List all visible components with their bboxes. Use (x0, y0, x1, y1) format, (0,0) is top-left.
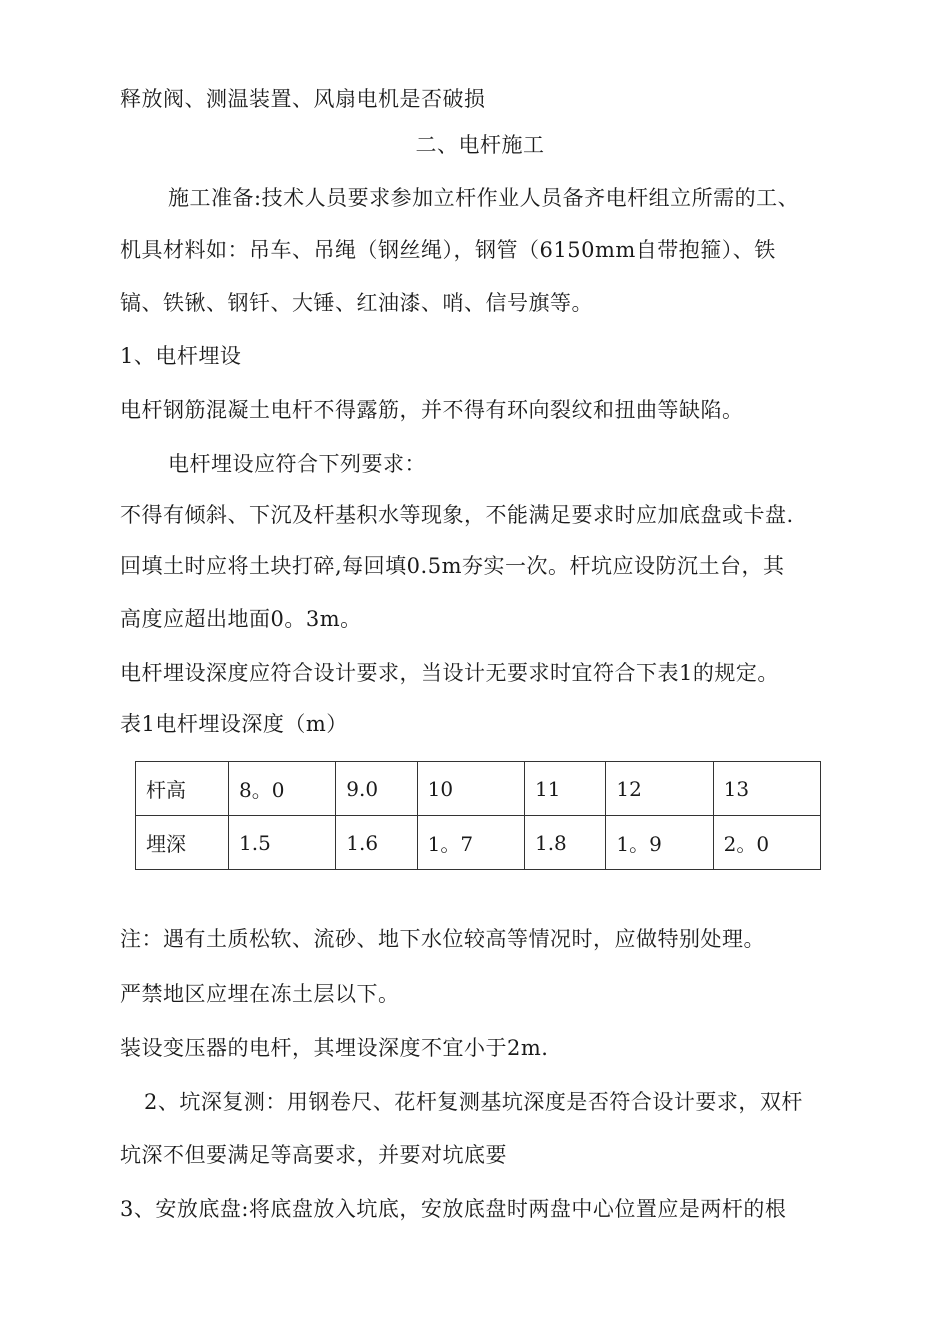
paragraph-line: 镐、铁锹、钢钎、大锤、红油漆、哨、信号旗等。 (120, 291, 593, 315)
table-cell: 11 (524, 762, 605, 816)
paragraph-line: 机具材料如：吊车、吊绳（钢丝绳），钢管（6150mm自带抱箍）、铁 (120, 238, 776, 262)
text-line: 释放阀、测温装置、风扇电机是否破损 (120, 87, 486, 111)
section-heading: 二、电杆施工 (415, 133, 545, 157)
table-cell: 10 (417, 762, 524, 816)
table-row (136, 762, 821, 816)
paragraph-line: 电杆钢筋混凝土电杆不得露筋，并不得有环向裂纹和扭曲等缺陷。 (120, 398, 744, 422)
table-cell: 13 (713, 762, 820, 816)
table-row (136, 816, 821, 870)
subsection-heading: 1、电杆埋设 (120, 344, 242, 368)
table-caption: 表1电杆埋设深度（m） (120, 712, 348, 736)
table-cell: 1.8 (524, 816, 605, 870)
table-cell: 2。0 (713, 816, 820, 870)
note-line: 装设变压器的电杆，其埋设深度不宜小于2m. (120, 1036, 549, 1060)
paragraph-line: 电杆埋设应符合下列要求： (168, 452, 426, 476)
note-line: 注：遇有土质松软、流砂、地下水位较高等情况时，应做特别处理。 (120, 927, 765, 951)
table-cell: 8。0 (229, 762, 336, 816)
table-cell: 1。7 (417, 816, 524, 870)
table-cell: 1.5 (229, 816, 336, 870)
paragraph-line: 坑深不但要满足等高要求，并要对坑底要 (120, 1143, 507, 1167)
table-cell: 埋深 (136, 816, 229, 870)
table-cell: 1。9 (606, 816, 713, 870)
subsection-line: 2、坑深复测：用钢卷尺、花杆复测基坑深度是否符合设计要求，双杆 (144, 1090, 803, 1114)
subsection-line: 3、安放底盘:将底盘放入坑底，安放底盘时两盘中心位置应是两杆的根 (120, 1197, 787, 1221)
table-cell: 12 (606, 762, 713, 816)
table-cell: 9.0 (336, 762, 417, 816)
note-line: 严禁地区应埋在冻土层以下。 (120, 982, 400, 1006)
paragraph-line: 不得有倾斜、下沉及杆基积水等现象，不能满足要求时应加底盘或卡盘. (120, 503, 794, 527)
paragraph-line: 回填土时应将土块打碎,每回填0.5m夯实一次。杆坑应设防沉土台，其 (120, 554, 785, 578)
burial-depth-table (135, 761, 821, 870)
paragraph-line: 施工准备:技术人员要求参加立杆作业人员备齐电杆组立所需的工、 (168, 186, 800, 210)
paragraph-line: 电杆埋设深度应符合设计要求，当设计无要求时宜符合下表1的规定。 (120, 661, 779, 685)
table-cell: 杆高 (136, 762, 229, 816)
paragraph-line: 高度应超出地面0。3m。 (120, 607, 362, 631)
table-cell: 1.6 (336, 816, 417, 870)
